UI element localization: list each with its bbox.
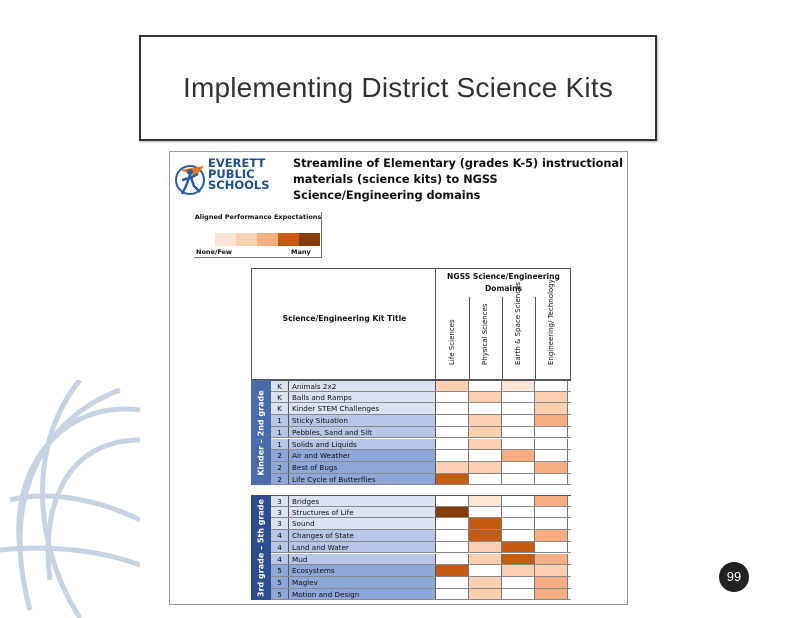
kit-title-cell: Solids and Liquids (289, 439, 436, 450)
alignment-cell (502, 530, 535, 541)
alignment-cell (469, 427, 502, 438)
grade-band-label: 3rd grade – 5th grade (256, 498, 266, 597)
grade-band (251, 495, 271, 600)
alignment-cell (436, 427, 469, 438)
alignment-cell (436, 403, 469, 414)
alignment-cell (469, 589, 502, 600)
document-heading: Streamline of Elementary (grades K-5) instructional materials (science kits) to NGSS Science/Engineering domains (293, 157, 623, 202)
kit-title-cell: Mud (289, 554, 436, 565)
alignment-cell (502, 565, 535, 576)
grade-cell: 3 (271, 518, 289, 529)
kit-title-cell: Life Cycle of Butterflies (289, 474, 436, 485)
kit-title-cell: Changes of State (289, 530, 436, 541)
alignment-cell (535, 565, 568, 576)
kit-title-cell: Air and Weather (289, 450, 436, 461)
kit-title-cell: Structures of Life (289, 507, 436, 518)
alignment-cell (469, 474, 502, 485)
alignment-cell (469, 415, 502, 426)
table-row (271, 474, 571, 486)
alignment-cell (436, 530, 469, 541)
domain-physical-sciences: Physical Sciences (481, 303, 489, 365)
grade-cell: 4 (271, 542, 289, 553)
alignment-cell (469, 462, 502, 473)
alignment-cell (469, 530, 502, 541)
legend-swatch (215, 233, 236, 246)
domain-divider (502, 297, 503, 381)
grade-cell: 2 (271, 462, 289, 473)
alignment-cell (469, 450, 502, 461)
grade-cell: 1 (271, 415, 289, 426)
table-row (271, 589, 571, 601)
grade-cell: 2 (271, 474, 289, 485)
legend-swatch (278, 233, 299, 246)
kit-title-cell: Sticky Situation (289, 415, 436, 426)
domain-earth-space-sciences: Earth & Space Sciences (514, 281, 522, 365)
alignment-cell (535, 554, 568, 565)
logo-text: EVERETT PUBLIC SCHOOLS (208, 156, 270, 192)
alignment-cell (535, 507, 568, 518)
slide-title: Implementing District Science Kits (182, 72, 614, 103)
legend-swatch (194, 233, 215, 246)
alignment-cell (469, 403, 502, 414)
alignment-cell (436, 474, 469, 485)
kit-title-cell: Motion and Design (289, 589, 436, 600)
alignment-cell (436, 392, 469, 403)
alignment-cell (436, 496, 469, 506)
alignment-cell (535, 518, 568, 529)
kit-title-header: Science/Engineering Kit Title (251, 268, 436, 380)
alignment-cell (535, 450, 568, 461)
alignment-cell (502, 589, 535, 600)
alignment-cell (502, 403, 535, 414)
alignment-cell (469, 439, 502, 450)
alignment-cell (469, 565, 502, 576)
alignment-cell (535, 496, 568, 506)
grade-cell: 5 (271, 565, 289, 576)
grade-cell: K (271, 392, 289, 403)
table-row (271, 450, 571, 462)
table-row (271, 495, 571, 507)
grade-cell: 4 (271, 530, 289, 541)
kit-title-cell: Maglev (289, 577, 436, 588)
domain-divider (469, 297, 470, 381)
table-row (271, 380, 571, 392)
document-image (169, 151, 628, 605)
domains-header: NGSS Science/Engineering Domains Life Sciences Physical Sciences Earth & Space Sciences Engineering/ Technology (436, 268, 571, 380)
slide-title-box (139, 35, 657, 141)
alignment-cell (535, 427, 568, 438)
grade-cell: 4 (271, 554, 289, 565)
alignment-table (251, 268, 571, 605)
grade-cell: 3 (271, 507, 289, 518)
alignment-cell (469, 554, 502, 565)
legend-swatch (299, 233, 320, 246)
grade-cell: 1 (271, 439, 289, 450)
table-row (271, 439, 571, 451)
table-row (271, 542, 571, 554)
table-row (271, 415, 571, 427)
table-row (271, 403, 571, 415)
alignment-cell (502, 439, 535, 450)
table-row (271, 577, 571, 589)
alignment-cell (535, 474, 568, 485)
alignment-cell (502, 496, 535, 506)
alignment-cell (436, 381, 469, 391)
alignment-cell (436, 507, 469, 518)
domain-life-sciences: Life Sciences (448, 319, 456, 365)
grade-cell: K (271, 403, 289, 414)
alignment-cell (535, 542, 568, 553)
grade-cell: 2 (271, 450, 289, 461)
alignment-cell (535, 415, 568, 426)
kit-title-cell: Kinder STEM Challenges (289, 403, 436, 414)
grade-band-label: Kinder – 2nd grade (256, 389, 266, 476)
alignment-cell (502, 474, 535, 485)
alignment-cell (469, 507, 502, 518)
table-row (271, 565, 571, 577)
alignment-cell (469, 381, 502, 391)
alignment-cell (436, 542, 469, 553)
table-row (271, 554, 571, 566)
legend-title: Aligned Performance Expectations (194, 213, 322, 221)
alignment-cell (502, 542, 535, 553)
alignment-cell (469, 577, 502, 588)
grade-cell: 1 (271, 427, 289, 438)
legend (194, 212, 322, 258)
alignment-cell (469, 542, 502, 553)
alignment-cell (502, 554, 535, 565)
grade-cell: 5 (271, 589, 289, 600)
alignment-cell (436, 589, 469, 600)
legend-min-label: None/Few (196, 248, 232, 256)
legend-max-label: Many (291, 248, 311, 256)
alignment-cell (436, 462, 469, 473)
alignment-cell (436, 554, 469, 565)
alignment-cell (535, 381, 568, 391)
table-row (271, 530, 571, 542)
grade-cell: 5 (271, 577, 289, 588)
alignment-cell (469, 496, 502, 506)
alignment-cell (436, 565, 469, 576)
kit-title-cell: Best of Bugs (289, 462, 436, 473)
alignment-cell (436, 415, 469, 426)
alignment-cell (502, 577, 535, 588)
alignment-cell (469, 518, 502, 529)
kit-title-cell: Balls and Ramps (289, 392, 436, 403)
grade-cell: 3 (271, 496, 289, 506)
grade-band (251, 380, 271, 485)
alignment-cell (436, 450, 469, 461)
alignment-cell (502, 450, 535, 461)
kit-title-cell: Ecosystems (289, 565, 436, 576)
alignment-cell (535, 403, 568, 414)
page-number: 99 (719, 562, 749, 592)
alignment-cell (502, 518, 535, 529)
kit-title-cell: Pebbles, Sand and Silt (289, 427, 436, 438)
alignment-cell (502, 462, 535, 473)
domain-divider (535, 297, 536, 381)
alignment-cell (535, 462, 568, 473)
kit-title-cell: Sound (289, 518, 436, 529)
legend-swatch (257, 233, 278, 246)
alignment-cell (436, 518, 469, 529)
table-row (271, 507, 571, 519)
alignment-cell (535, 392, 568, 403)
alignment-cell (502, 381, 535, 391)
alignment-cell (469, 392, 502, 403)
table-row (271, 462, 571, 474)
alignment-cell (436, 439, 469, 450)
alignment-cell (535, 577, 568, 588)
table-row (271, 518, 571, 530)
kit-title-cell: Bridges (289, 496, 436, 506)
alignment-cell (535, 589, 568, 600)
alignment-cell (502, 392, 535, 403)
alignment-cell (535, 530, 568, 541)
alignment-cell (502, 507, 535, 518)
globe-watermark (0, 380, 140, 618)
kit-title-cell: Animals 2x2 (289, 381, 436, 391)
kit-title-cell: Land and Water (289, 542, 436, 553)
domain-engineering-technology: Engineering/ Technology (547, 279, 555, 365)
alignment-cell (436, 577, 469, 588)
grade-cell: K (271, 381, 289, 391)
alignment-cell (502, 415, 535, 426)
table-row (271, 427, 571, 439)
alignment-cell (535, 439, 568, 450)
alignment-cell (502, 427, 535, 438)
table-row (271, 392, 571, 404)
legend-swatch (236, 233, 257, 246)
legend-swatches (194, 233, 320, 246)
